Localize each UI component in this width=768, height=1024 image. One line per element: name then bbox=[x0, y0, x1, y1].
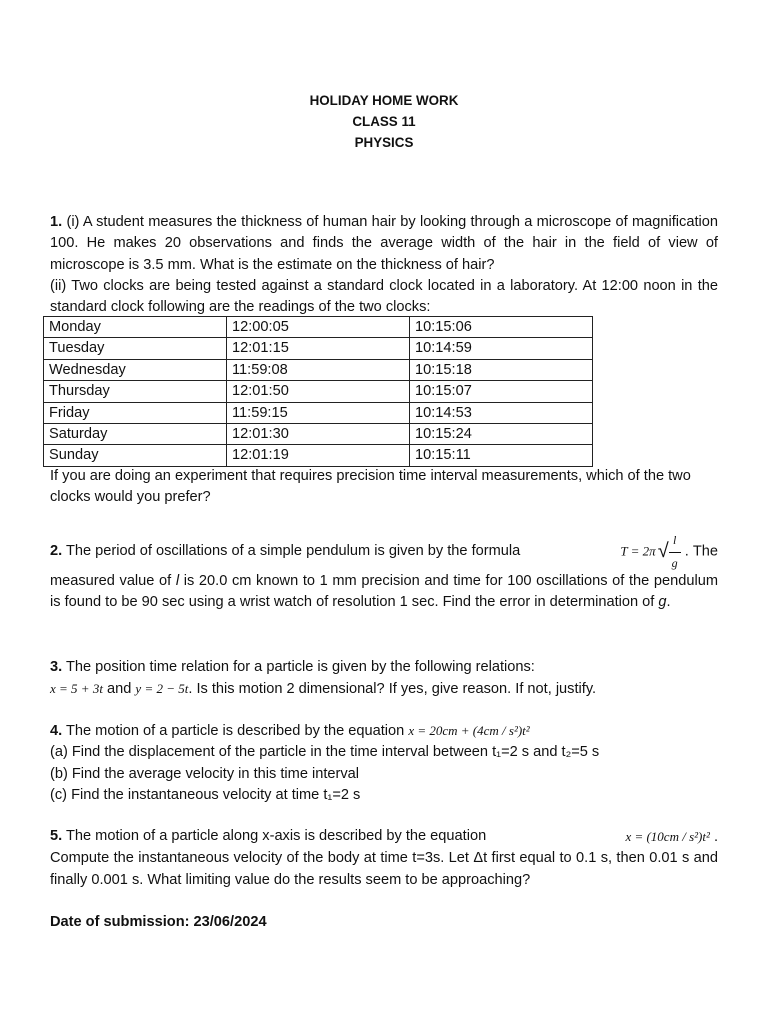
question-2-lead-end: . The bbox=[684, 543, 718, 560]
table-row bbox=[44, 317, 593, 338]
question-5-lead-end: . bbox=[713, 829, 718, 845]
question-5-number: 5. bbox=[50, 828, 63, 844]
question-3 bbox=[50, 657, 718, 701]
table-row bbox=[44, 359, 593, 380]
equation-x: x = 5 + 3t bbox=[50, 681, 103, 697]
variable-l: l bbox=[175, 573, 180, 589]
table-row bbox=[44, 445, 593, 466]
formula-fraction bbox=[669, 530, 681, 574]
equation-y: y = 2 − 5t bbox=[135, 681, 189, 697]
question-4 bbox=[50, 720, 718, 806]
question-1-part-ii: (ii) Two clocks are being tested against a standard clock located in a laboratory. At 12:00 noon in the standard clock following are the readings of the two clocks: bbox=[50, 277, 718, 316]
question-4-part-a: (a) Find the displacement of the particle in the time interval between t₁=2 s and t₂=5 s bbox=[50, 744, 600, 761]
document-header bbox=[0, 90, 768, 153]
question-2-text-c: . bbox=[666, 594, 671, 611]
header-subject: PHYSICS bbox=[354, 135, 414, 150]
question-2-number: 2. bbox=[50, 543, 63, 560]
formula-numerator: l bbox=[669, 530, 681, 552]
day-cell: Friday bbox=[44, 402, 227, 423]
question-1-part-i: (i) A student measures the thickness of human hair by looking through a microscope of magnification 100. He makes 20 observations and finds the average width of the hair in the field of view of microscope is 3.5 mm. What is the estimate on the thickness of hair? bbox=[50, 214, 718, 273]
question-1-followup: If you are doing an experiment that requires precision time interval measurements, which of the two clocks would you prefer? bbox=[50, 468, 691, 506]
day-cell: Saturday bbox=[44, 424, 227, 445]
clock-1-cell: 11:59:15 bbox=[227, 402, 410, 423]
question-2-text-b: is 20.0 cm known to 1 mm precision and time for 100 oscillations of the pendulum is found to be 90 sec using a wrist watch of resolution 1 sec. Find the error in determination of bbox=[50, 573, 718, 611]
clock-1-cell: 12:00:05 bbox=[227, 317, 410, 338]
equation-motion: x = 20cm + (4cm / s²)t² bbox=[408, 723, 530, 738]
formula-lhs: T = 2π bbox=[620, 543, 656, 559]
clock-1-cell: 12:01:30 bbox=[227, 424, 410, 445]
question-2-body bbox=[50, 571, 718, 614]
clock-2-cell: 10:15:24 bbox=[410, 424, 593, 445]
clock-readings-table bbox=[43, 316, 593, 467]
clock-1-cell: 12:01:50 bbox=[227, 381, 410, 402]
pendulum-formula bbox=[620, 530, 718, 574]
day-cell: Monday bbox=[44, 317, 227, 338]
table-row bbox=[44, 402, 593, 423]
question-2-text-a: measured value of bbox=[50, 573, 172, 589]
header-title: HOLIDAY HOME WORK bbox=[309, 93, 459, 108]
equation-and: and bbox=[107, 681, 132, 698]
question-3-line-1: The position time relation for a particle is given by the following relations: bbox=[65, 659, 535, 675]
clock-2-cell: 10:15:07 bbox=[410, 381, 593, 402]
question-5 bbox=[50, 826, 718, 891]
day-cell: Tuesday bbox=[44, 338, 227, 359]
question-5-first-line bbox=[50, 826, 718, 848]
clock-2-cell: 10:14:59 bbox=[410, 338, 593, 359]
question-1-number: 1. bbox=[50, 214, 63, 230]
question-2 bbox=[50, 533, 718, 614]
question-3-number: 3. bbox=[50, 659, 63, 675]
day-cell: Thursday bbox=[44, 381, 227, 402]
submission-date: Date of submission: 23/06/2024 bbox=[50, 914, 267, 930]
table-row bbox=[44, 381, 593, 402]
question-3-line-2: . Is this motion 2 dimensional? If yes, give reason. If not, justify. bbox=[188, 681, 597, 698]
variable-g: g bbox=[658, 594, 667, 611]
question-4-lead: The motion of a particle is described by the equation bbox=[65, 723, 405, 739]
question-4-part-b: (b) Find the average velocity in this time interval bbox=[50, 765, 360, 782]
header-class: CLASS 11 bbox=[352, 114, 416, 129]
clock-2-cell: 10:15:06 bbox=[410, 317, 593, 338]
formula-denominator: g bbox=[671, 555, 678, 570]
clock-1-cell: 11:59:08 bbox=[227, 359, 410, 380]
day-cell: Sunday bbox=[44, 445, 227, 466]
clock-1-cell: 12:01:19 bbox=[227, 445, 410, 466]
question-2-lead: The period of oscillations of a simple pendulum is given by the formula bbox=[65, 543, 521, 560]
question-1 bbox=[50, 212, 718, 318]
table-row bbox=[44, 338, 593, 359]
question-2-first-line bbox=[50, 533, 718, 570]
clock-2-cell: 10:14:53 bbox=[410, 402, 593, 423]
question-4-part-c: (c) Find the instantaneous velocity at time t₁=2 s bbox=[50, 786, 361, 803]
clock-2-cell: 10:15:18 bbox=[410, 359, 593, 380]
question-4-number: 4. bbox=[50, 723, 63, 739]
clock-2-cell: 10:15:11 bbox=[410, 445, 593, 466]
clock-1-cell: 12:01:15 bbox=[227, 338, 410, 359]
sqrt-sign: √ bbox=[657, 540, 669, 563]
equation-x-motion: x = (10cm / s²)t² bbox=[625, 829, 710, 844]
table-row bbox=[44, 424, 593, 445]
question-5-body: Compute the instantaneous velocity of the body at time t=3s. Let Δt first equal to 0.1 s, then 0.01 s and finally 0.001 s. What limiting value do the results seem to be approaching? bbox=[50, 850, 718, 888]
day-cell: Wednesday bbox=[44, 359, 227, 380]
question-5-lead: The motion of a particle along x-axis is described by the equation bbox=[65, 828, 487, 844]
